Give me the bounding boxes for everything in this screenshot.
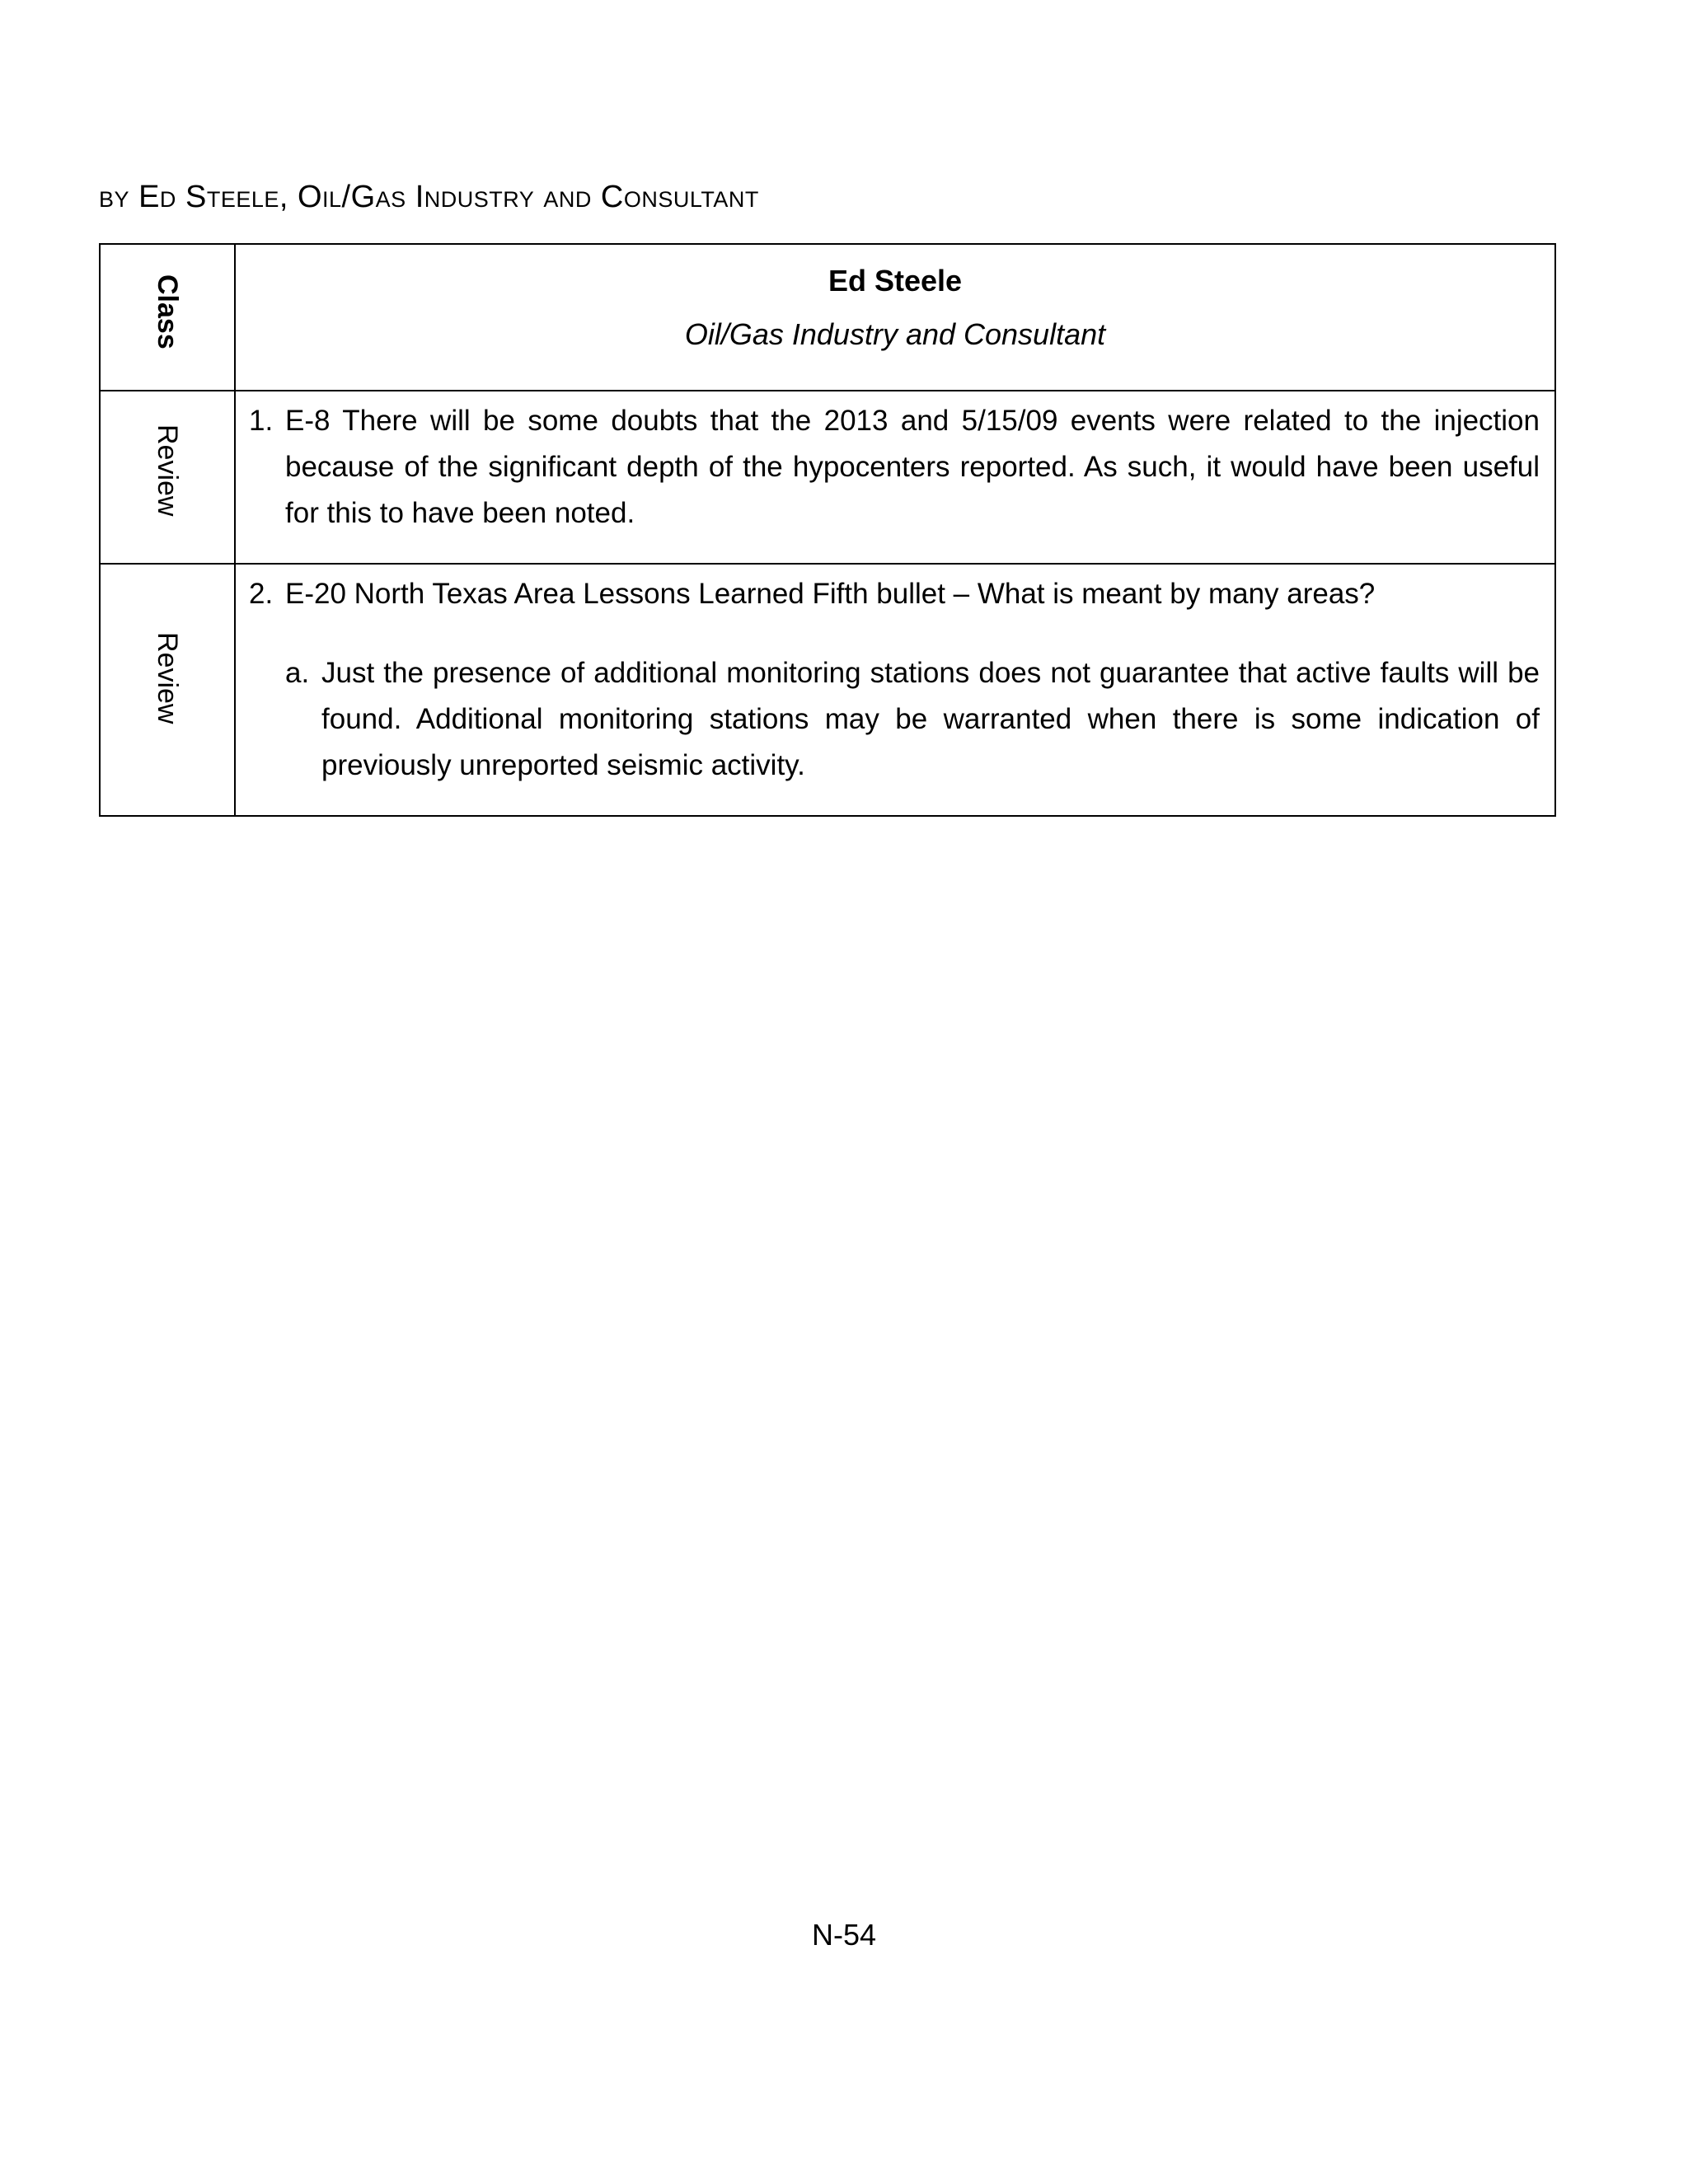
class-cell <box>100 564 235 816</box>
table-row <box>100 564 1555 816</box>
page-number: N-54 <box>811 1918 877 1952</box>
table-header-row <box>100 244 1555 391</box>
class-label: Review <box>152 632 183 724</box>
comment-table <box>99 243 1556 817</box>
commenter-header-cell <box>235 244 1555 391</box>
heading-text: by Ed Steele, Oil/Gas Industry and Consultant <box>99 180 759 214</box>
comment-number: 2. <box>249 578 274 610</box>
commenter-name: Ed Steele <box>828 264 963 298</box>
comment-text: E-8 There will be some doubts that the 2013 and 5/15/09 events were related to the injection because of the significant depth of the hypocenters reported. As such, it would have been useful for this to have been noted. <box>285 405 1540 529</box>
comment-cell <box>235 564 1555 816</box>
comment-subitem <box>285 650 1540 789</box>
table-row <box>100 391 1555 564</box>
class-header-label: Class <box>152 274 183 349</box>
class-cell <box>100 391 235 564</box>
document-heading <box>99 181 759 213</box>
class-header-cell <box>100 244 235 391</box>
comment-item <box>249 398 1540 537</box>
commenter-affiliation: Oil/Gas Industry and Consultant <box>684 317 1106 352</box>
class-label: Review <box>152 424 183 517</box>
comment-cell <box>235 391 1555 564</box>
comment-number: 1. <box>249 405 274 437</box>
subitem-text: Just the presence of additional monitoring stations does not guarantee that active faults will be found. Additional monitoring stations may be warranted when there is some indication of previously unreported seismic activity. <box>321 657 1540 781</box>
comment-text: E-20 North Texas Area Lessons Learned Fifth bullet – What is meant by many areas? <box>285 578 1376 610</box>
subitem-letter: a. <box>285 657 310 689</box>
comment-item <box>249 571 1540 617</box>
